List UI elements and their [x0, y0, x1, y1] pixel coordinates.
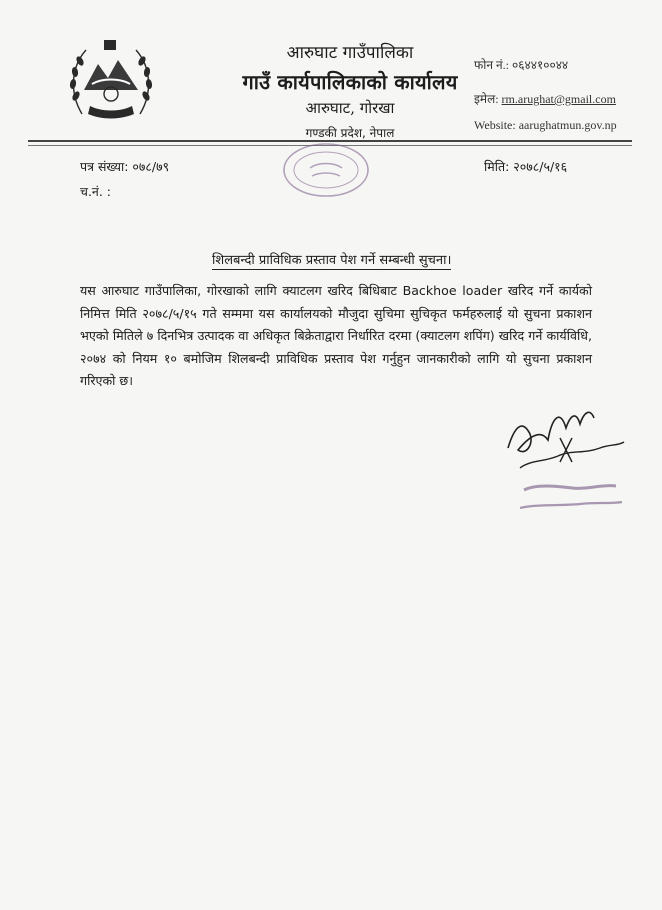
letter-number: पत्र संख्या: ०७८/७९	[80, 159, 170, 174]
letter-date: मिति: २०७८/५/१६	[484, 159, 568, 174]
phone-value: ०६४४१००४४	[512, 58, 569, 72]
nepal-emblem-icon	[62, 34, 160, 126]
office-stamp-icon	[280, 140, 372, 200]
email-label: इमेल:	[474, 92, 499, 106]
notice-body: यस आरुघाट गाउँपालिका, गोरखाको लागि क्याटलग खरिद बिधिबाट Backhoe loader खरिद गर्ने कार्यको निमित्त मिति २०७८/५/१५ गते सम्ममा यस कार्यालयको मौजुदा सुचिमा सुचिकृत फर्महरुलाई यो सुचना प्रकाशन भएको मितिले ७ दिनभित्र उत्पादक वा अधिकृत बिक्रेताद्वारा निर्धारित दरमा (क्याटलग शपिंग) खरिद गर्ने कार्यविधि, २०७४ को नियम १० बमोजिम शिलबन्दी प्राविधिक प्रस्ताव पेश गर्नुहुन जानकारीको लागि यो सुचना प्रकाशन गरिएको छ।	[80, 283, 592, 388]
website-link[interactable]: aarughatmun.gov.np	[518, 118, 617, 132]
office-location: आरुघाट, गोरखा	[305, 99, 395, 117]
officer-name-stamp	[516, 476, 626, 516]
province-name: गण्डकी प्रदेश, नेपाल	[305, 126, 395, 140]
dispatch-number: च.नं. :	[80, 184, 112, 199]
phone-line	[474, 56, 568, 73]
handwritten-signature-icon	[500, 398, 628, 476]
municipality-name: आरुघाट गाउँपालिका	[286, 43, 414, 63]
website-label: Website:	[474, 118, 516, 132]
phone-label: फोन नं.:	[474, 58, 510, 72]
office-name: गाउँ कार्यपालिकाको कार्यालय	[242, 70, 458, 94]
email-link[interactable]: rm.arughat@gmail.com	[501, 92, 616, 106]
notice-subject: शिलबन्दी प्राविधिक प्रस्ताव पेश गर्ने सम्बन्धी सुचना।	[212, 250, 451, 270]
website-line	[474, 118, 617, 133]
email-line	[474, 90, 616, 107]
